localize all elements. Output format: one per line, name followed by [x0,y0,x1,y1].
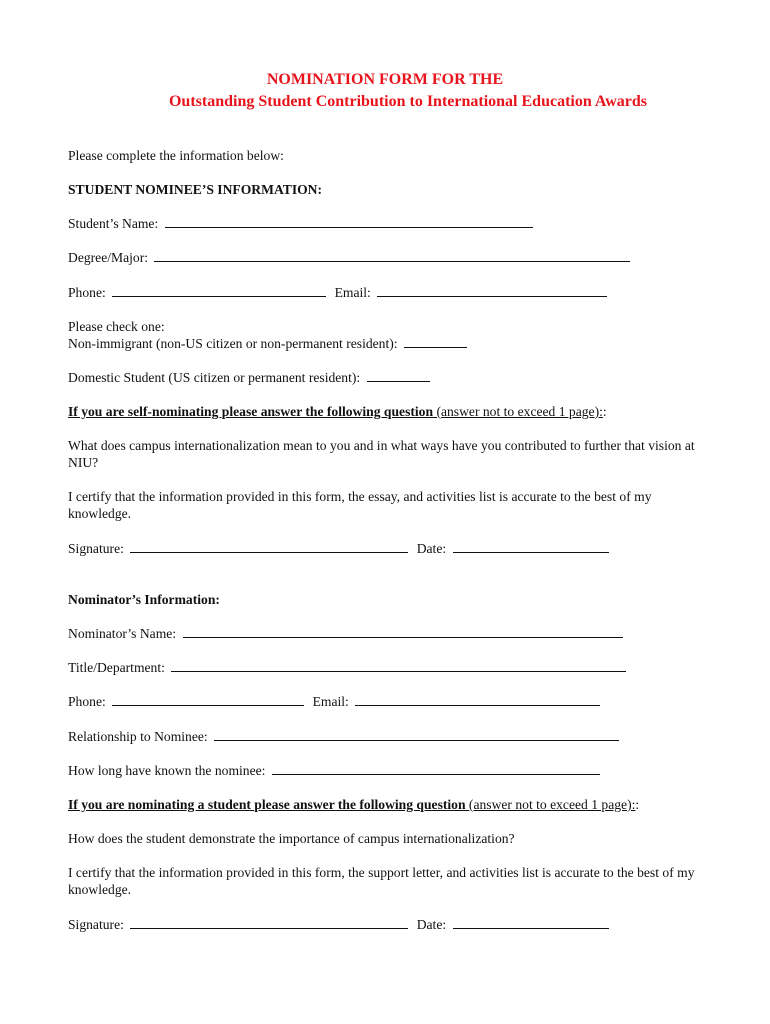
student-email-field[interactable] [377,285,607,297]
title-department-field[interactable] [171,660,626,672]
title-department-label: Title/Department: [68,660,165,675]
nomination-instruction: If you are nominating a student please answer the following question (answer not to exceed 1 page):: [68,797,640,812]
form-subtitle: Outstanding Student Contribution to International Education Awards [168,93,648,110]
nominator-name-field[interactable] [183,626,623,638]
self-nomination-instruction: If you are self-nominating please answer the following question (answer not to exceed 1 page):: [68,404,607,419]
nominator-name-row [68,625,623,642]
nominator-date-label: Date: [416,917,447,932]
student-signature-row [68,540,609,557]
nominator-signature-field[interactable] [130,917,408,929]
nominator-section-heading: Nominator’s Information: [68,592,220,607]
nominator-email-field[interactable] [355,694,600,706]
student-contact-row [68,284,607,301]
nomination-heading: If you are nominating a student please answer the following question [68,797,466,812]
student-email-label: Email: [334,285,371,300]
check-one-label: Please check one: [68,319,165,334]
nomination-question: How does the student demonstrate the importance of campus internationalization? [68,831,515,846]
student-name-row [68,215,533,232]
domestic-label: Domestic Student (US citizen or permanent resident): [68,370,361,385]
non-immigrant-row [68,335,467,352]
relationship-row [68,728,619,745]
student-certification: I certify that the information provided in this form, the essay, and activities list is accurate to the best of my knowledge. [68,489,652,521]
domestic-checkbox[interactable] [367,370,430,382]
nominator-contact-row [68,693,600,710]
student-signature-field[interactable] [130,541,408,553]
degree-field[interactable] [154,250,630,262]
nominator-name-label: Nominator’s Name: [68,626,177,641]
relationship-label: Relationship to Nominee: [68,729,208,744]
student-signature-label: Signature: [68,541,124,556]
student-name-field[interactable] [165,216,533,228]
how-long-row [68,762,600,779]
nominator-email-label: Email: [312,694,349,709]
self-nomination-heading: If you are self-nominating please answer the following question [68,404,434,419]
student-date-label: Date: [416,541,447,556]
domestic-row [68,369,430,386]
nominator-phone-field[interactable] [112,694,304,706]
student-name-label: Student’s Name: [68,216,159,231]
student-section-heading: STUDENT NOMINEE’S INFORMATION: [68,182,323,197]
nominator-date-field[interactable] [453,917,609,929]
nominator-phone-label: Phone: [68,694,106,709]
degree-label: Degree/Major: [68,250,149,265]
student-phone-label: Phone: [68,285,106,300]
non-immigrant-checkbox[interactable] [404,336,467,348]
non-immigrant-label: Non-immigrant (non-US citizen or non-permanent resident): [68,336,398,351]
nominator-certification: I certify that the information provided in this form, the support letter, and activities list is accurate to the best of my knowledge. [68,865,695,897]
intro-text: Please complete the information below: [68,148,284,163]
degree-row [68,249,630,266]
how-long-field[interactable] [272,763,600,775]
relationship-field[interactable] [214,729,619,741]
self-nomination-question: What does campus internationalization mean to you and in what ways have you contributed to further that vision at NIU? [68,438,695,470]
nomination-note: (answer not to exceed 1 page): [465,797,636,812]
student-date-field[interactable] [453,541,609,553]
title-department-row [68,659,626,676]
form-title: NOMINATION FORM FOR THE [266,71,504,88]
nominator-signature-label: Signature: [68,917,124,932]
nominator-signature-row [68,916,609,933]
how-long-label: How long have known the nominee: [68,763,266,778]
self-nomination-note: (answer not to exceed 1 page): [433,404,603,419]
student-phone-field[interactable] [112,285,326,297]
